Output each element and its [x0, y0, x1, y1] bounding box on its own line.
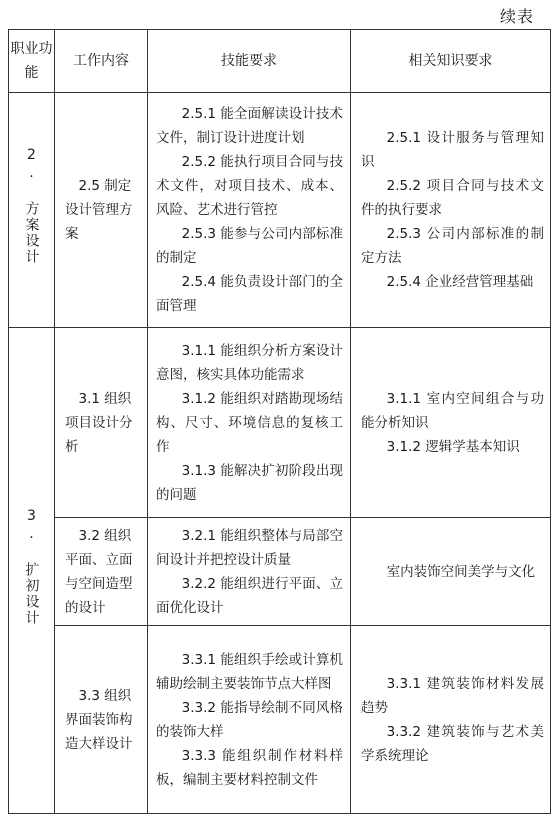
skill-item: 2.5.4 能负责设计部门的全面管理	[156, 274, 343, 314]
skills-standard-table	[8, 29, 551, 814]
function-label: 3. 扩初设计	[23, 507, 40, 626]
work-content-text: 3.1 组织项目设计分析	[65, 390, 133, 455]
skill-item: 3.3.1 能组织手绘或计算机辅助绘制主要装饰节点大样图	[156, 651, 343, 692]
skills-cell	[148, 626, 351, 814]
work-content-text: 3.2 组织平面、立面与空间造型的设计	[65, 527, 133, 616]
skill-item: 3.1.2 能组织对踏勘现场结构、尺寸、环境信息的复核工作	[156, 390, 343, 455]
knowledge-item: 3.1.2 逻辑学基本知识	[386, 438, 520, 455]
header-skills: 技能要求	[148, 30, 351, 93]
skills-cell	[148, 93, 351, 328]
work-content-cell	[55, 93, 148, 328]
work-content-cell	[55, 328, 148, 518]
knowledge-item: 2.5.2 项目合同与技术文件的执行要求	[361, 178, 544, 218]
knowledge-cell	[351, 626, 551, 814]
skill-item: 2.5.3 能参与公司内部标准的制定	[156, 226, 343, 266]
knowledge-item: 3.3.1 建筑装饰材料发展趋势	[361, 675, 544, 716]
skill-item: 3.2.2 能组织进行平面、立面优化设计	[156, 575, 343, 616]
table-row	[9, 328, 551, 518]
knowledge-item: 3.1.1 室内空间组合与功能分析知识	[361, 390, 544, 431]
work-content-text: 2.5 制定设计管理方案	[65, 178, 133, 242]
function-cell	[9, 93, 55, 328]
knowledge-item: 2.5.4 企业经营管理基础	[386, 274, 534, 290]
knowledge-cell	[351, 518, 551, 626]
work-content-text: 3.3 组织界面装饰构造大样设计	[65, 687, 133, 752]
header-function: 职业功能	[9, 30, 55, 93]
table-header-row	[9, 30, 551, 93]
skill-item: 3.1.3 能解决扩初阶段出现的问题	[156, 462, 343, 503]
skill-item: 3.3.2 能指导绘制不同风格的装饰大样	[156, 699, 343, 740]
skill-item: 2.5.2 能执行项目合同与技术文件，对项目技术、成本、风险、艺术进行管控	[156, 154, 343, 218]
table-row	[9, 518, 551, 626]
knowledge-item: 2.5.1 设计服务与管理知识	[361, 130, 544, 170]
knowledge-cell	[351, 93, 551, 328]
function-cell	[9, 328, 55, 814]
skill-item: 3.3.3 能组织制作材料样板，编制主要材料控制文件	[156, 747, 343, 788]
knowledge-item: 2.5.3 公司内部标准的制定方法	[361, 226, 544, 266]
knowledge-item: 室内装饰空间美学与文化	[386, 563, 536, 580]
skill-item: 2.5.1 能全面解读设计技术文件，制订设计进度计划	[156, 106, 343, 146]
function-label: 2. 方案设计	[23, 147, 40, 265]
header-content: 工作内容	[55, 30, 148, 93]
continued-label: 续表	[499, 7, 534, 26]
header-knowledge: 相关知识要求	[351, 30, 551, 93]
work-content-cell	[55, 626, 148, 814]
skills-cell	[148, 518, 351, 626]
knowledge-cell	[351, 328, 551, 518]
table-row	[9, 93, 551, 328]
knowledge-item: 3.3.2 建筑装饰与艺术美学系统理论	[361, 723, 544, 764]
skills-cell	[148, 328, 351, 518]
skill-item: 3.2.1 能组织整体与局部空间设计并把控设计质量	[156, 527, 343, 568]
skill-item: 3.1.1 能组织分析方案设计意图，核实具体功能需求	[156, 342, 343, 383]
table-row	[9, 626, 551, 814]
work-content-cell	[55, 518, 148, 626]
